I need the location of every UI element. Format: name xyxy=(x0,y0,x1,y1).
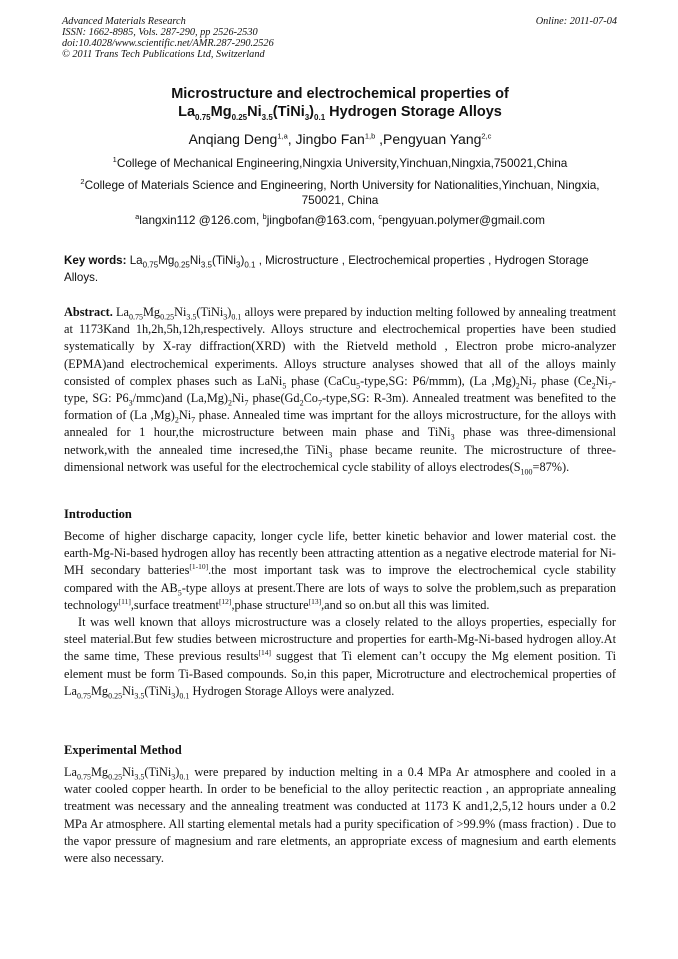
journal-header xyxy=(62,16,617,60)
abstract-paragraph: Abstract. $La_{0.75}Mg_{0.25}Ni_{3.5}(TiNi_3)_{0.1}$ alloys were prepared by induction melting followed by annealing treatment at 1173Kand 1h,2h,5h,12h,respectively. Alloys structure and electrochemical properties have been studied systematically by X-ray diffraction(XRD) with the Rietveld methold , Electron probe micro-analyzer (EPMA)and electrochemical experiments. Alloys structure analyses showed that all of the alloys mainly consisted of complex phases such as LaNi$_5$ phase (CaCu$_5$-type,SG: P6/mmm), (La $,Mg)_2Ni_7$ phase ($Ce_2Ni_7$-type, SG: $P6_3/mmc)and$ $(La,Mg)_2Ni_7$ $phase(Gd_2Co_7-type,SG$: R-3m). Annealed treatment was benefited to the formation of (La $,Mg)_2Ni_7$ phase. Annealed time was imprtant for the alloys microstructure, for the alloys with annealed for 1 hour,the microstructure between main phase and TiNi$_3$ phase was three-dimensional network,with the annealed time incresed,the TiNi$_3$ phase became reunite. The microstructure of three-dimensional network was useful for the electrochemical cycle stability of alloys $electrodes(S_{100}=87\%)$. xyxy=(64,305,617,477)
author-emails: $^a$langxin112 @126.com, $^b$jingbofan@163.com, $^c$pengyuan.polymer@gmail.com xyxy=(135,212,545,227)
author-list: Anqiang Deng$^{1,a}$, Jingbo Fan$^{1,b}$ ,Pengyuan Yang$^{2,c}$ xyxy=(188,131,492,147)
introduction-body xyxy=(64,528,616,700)
keywords: Key words: $La_{0.75}Mg_{0.25}Ni_{3.5}(TiNi_3)_{0.1}$ , Microstructure , Electrochemical properties , Hydrogen Storage Alloys. xyxy=(64,254,589,284)
affiliation-2: $^2$College of Materials Science and Engineering, North University for Nationalities,Yinchuan, Ningxia, 750021, China xyxy=(80,177,600,207)
doi-line: doi:10.4028/www.scientific.net/AMR.287-290.2526 xyxy=(62,38,274,49)
journal-name: Advanced Materials Research xyxy=(62,16,186,27)
author-1: Anqiang Deng xyxy=(188,131,278,147)
introduction-paragraph-2: It was well known that alloys microstructure was a closely related to the alloys properties, especially for steel material.But few studies between microstructure and properties for earth-Mg-Ni-based hydrogen alloy.At the same time, These previous results[14] suggest that Ti element can’t occupy the Mg element position. Ti element must be form Ti-Based compounds. So,in this paper, Microtructure and electrochemical properties of $La_{0.75}Mg_{0.25}Ni_{3.5}(TiNi_3)_{0.1}$ Hydrogen Storage Alloys were analyzed. xyxy=(64,615,616,701)
title-line-2: $La_{0.75}Mg_{0.25}Ni_{3.5}(TiNi_3)_{0.1}$ Hydrogen Storage Alloys xyxy=(178,104,502,122)
experimental-heading: Experimental Method xyxy=(64,743,182,757)
experimental-paragraph: $La_{0.75}Mg_{0.25}Ni_{3.5}(TiNi_3)_{0.1}$ were prepared by induction melting in a 0.4 MPa Ar atmosphere and cooled in a water cooled copper hearth. In order to be beneficial to the alloy peritectic reaction , an appropriate annealing treatment was necessary and the annealing treatment was conducted at 1173 K and1,2,5,12 hours under a 0.2 MPa Ar atmosphere. All starting elemental metals had a purity specification of >99.9% (mass fraction) . Due to the vapor pressure of magnesium and rare eletments, an appropriate excess of magnesium and earth elements were also necessary. xyxy=(64,765,616,866)
issn-line: ISSN: 1662-8985, Vols. 287-290, pp 2526-2530 xyxy=(62,27,258,38)
keywords-label: Key words: xyxy=(64,254,127,267)
abstract-label: Abstract. xyxy=(64,305,113,319)
introduction-paragraph-1: Become of higher discharge capacity, longer cycle life, better kinetic behavior and lower material cost. the earth-Mg-Ni-based hydrogen alloy has recently been attracting attention as a negative electrode material for Ni-MH secondary batteries[1-10].the most important task was to improve the electrochemical cycle stability compared with the $AB_5$-type alloys at present.There are lots of ways to solve the problem,such as preparation technology[11],surface treatment[12],phase structure[13],and so on.but all this was limited. xyxy=(64,529,616,612)
author-3: ,Pengyuan Yang xyxy=(375,131,482,147)
affiliation-1: $^1$College of Mechanical Engineering,Ningxia University,Yinchuan,Ningxia,750021,China xyxy=(112,155,568,170)
online-date: Online: 2011-07-04 xyxy=(535,16,617,27)
copyright-line: © 2011 Trans Tech Publications Ltd, Switzerland xyxy=(62,49,265,60)
paper-title xyxy=(40,85,640,121)
email-a: langxin112 @126.com, xyxy=(139,213,263,227)
email-c: pengyuan.polymer@gmail.com xyxy=(382,213,545,227)
introduction-heading: Introduction xyxy=(64,507,132,521)
title-line-1: Microstructure and electrochemical properties of xyxy=(171,86,509,102)
email-b: jingbofan@163.com, xyxy=(266,213,379,227)
author-2: , Jingbo Fan xyxy=(287,131,365,147)
